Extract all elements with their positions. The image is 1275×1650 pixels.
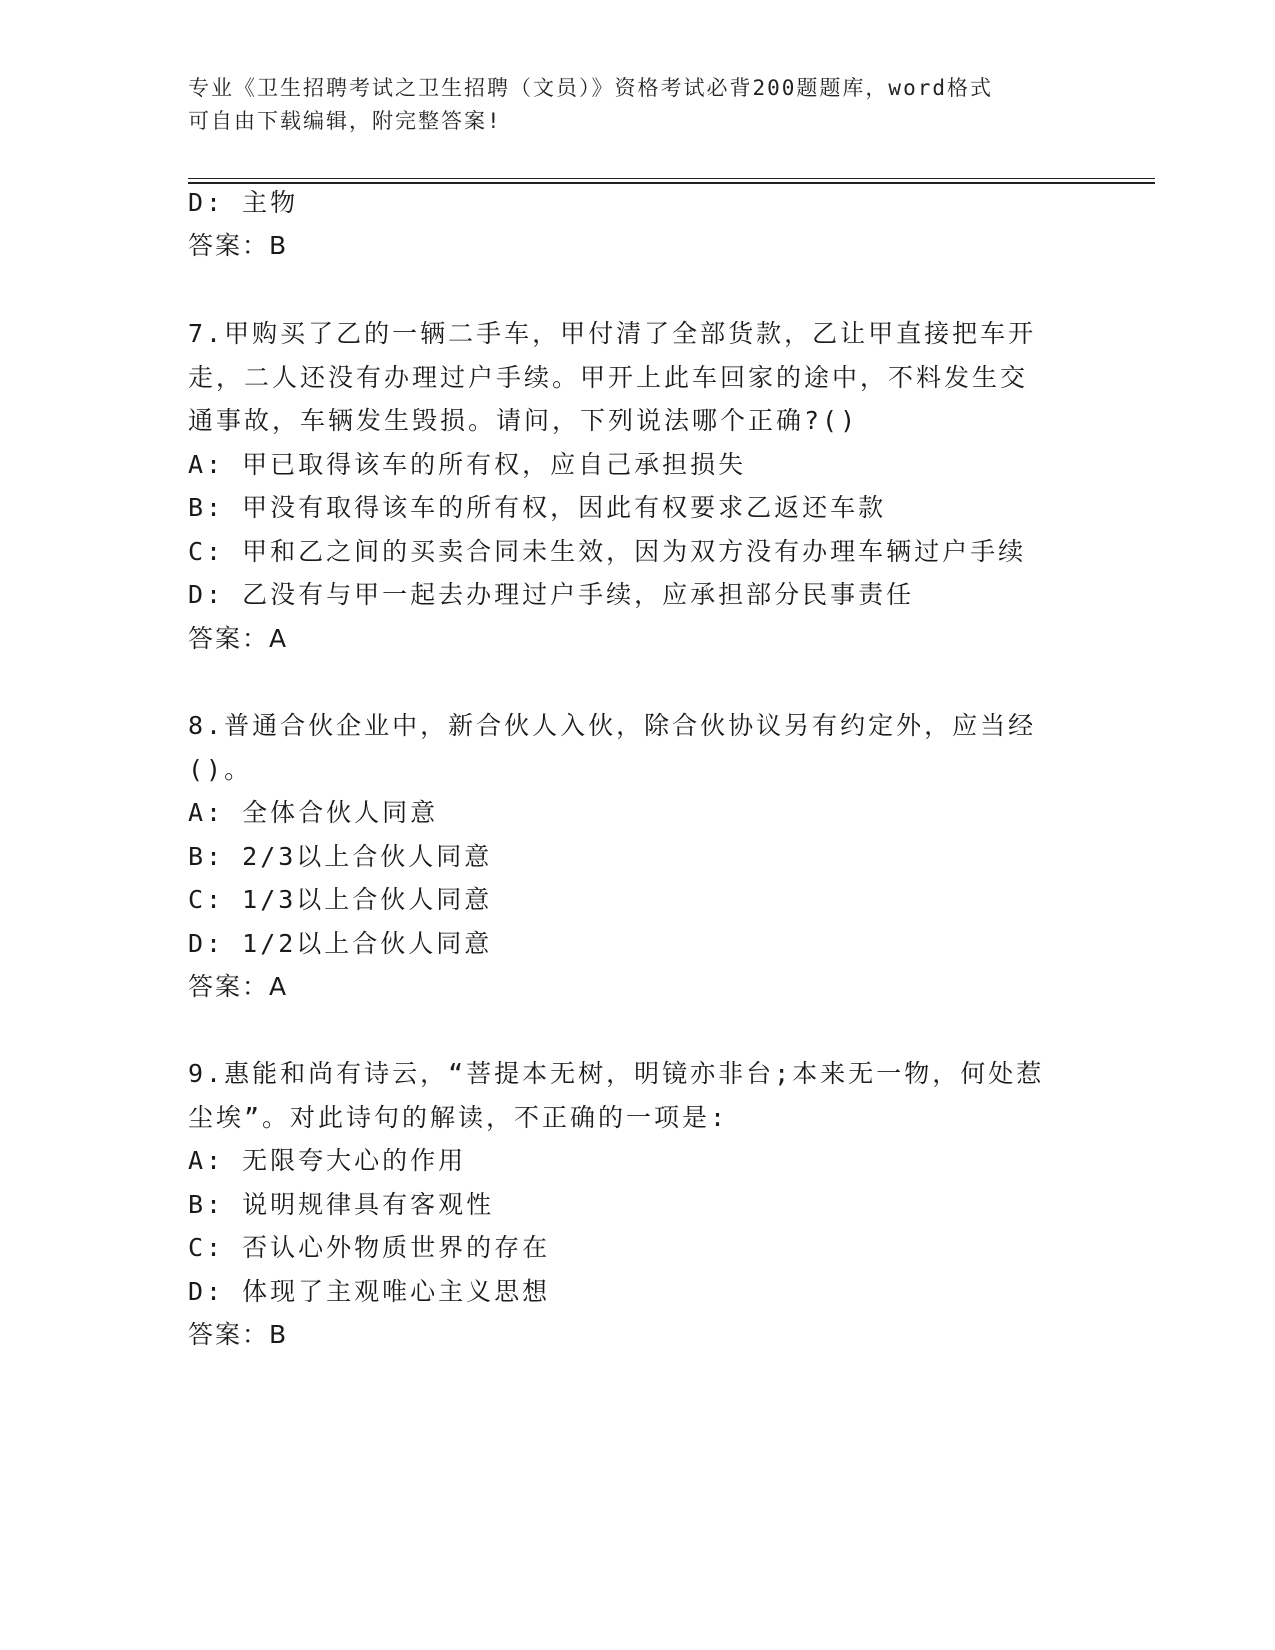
q7-option-a: A: 甲已取得该车的所有权，应自己承担损失 — [188, 450, 747, 479]
q8-option-a: A: 全体合伙人同意 — [188, 798, 439, 827]
q9-answer: 答案：B — [188, 1320, 289, 1349]
q6-answer: 答案：B — [188, 231, 289, 260]
q8-stem-line2: ()。 — [188, 755, 253, 784]
q8-option-d: D: 1/2以上合伙人同意 — [188, 929, 493, 958]
page-header — [188, 72, 1068, 138]
q7-stem-line2: 走，二人还没有办理过户手续。甲开上此车回家的途中，不料发生交 — [188, 363, 1029, 392]
q7-option-b: B: 甲没有取得该车的所有权，因此有权要求乙返还车款 — [188, 493, 887, 522]
q7-answer: 答案：A — [188, 624, 289, 653]
header-title-line2: 可自由下载编辑，附完整答案! — [188, 109, 502, 133]
q7-option-c: C: 甲和乙之间的买卖合同未生效，因为双方没有办理车辆过户手续 — [188, 537, 1027, 566]
q7-stem-line1: 7.甲购买了乙的一辆二手车，甲付清了全部货款，乙让甲直接把车开 — [188, 319, 1037, 348]
header-title-line1: 专业《卫生招聘考试之卫生招聘（文员）》资格考试必背200题题库，word格式 — [188, 76, 993, 100]
q6-option-d: D: 主物 — [188, 188, 299, 217]
q8-option-c: C: 1/3以上合伙人同意 — [188, 885, 493, 914]
q9-option-b: B: 说明规律具有客观性 — [188, 1190, 495, 1219]
q7-option-d: D: 乙没有与甲一起去办理过户手续，应承担部分民事责任 — [188, 580, 915, 609]
q9-option-c: C: 否认心外物质世界的存在 — [188, 1233, 551, 1262]
q9-stem-line2: 尘埃”。对此诗句的解读，不正确的一项是: — [188, 1103, 729, 1132]
q8-answer: 答案：A — [188, 972, 289, 1001]
header-divider — [188, 178, 1155, 184]
q9-stem-line1: 9.惠能和尚有诗云，“菩提本无树，明镜亦非台;本来无一物，何处惹 — [188, 1059, 1045, 1088]
q7-stem-line3: 通事故，车辆发生毁损。请问，下列说法哪个正确?() — [188, 406, 859, 435]
q8-option-b: B: 2/3以上合伙人同意 — [188, 842, 493, 871]
q9-option-a: A: 无限夸大心的作用 — [188, 1146, 467, 1175]
q8-stem-line1: 8.普通合伙企业中，新合伙人入伙，除合伙协议另有约定外，应当经 — [188, 711, 1037, 740]
q9-option-d: D: 体现了主观唯心主义思想 — [188, 1277, 551, 1306]
